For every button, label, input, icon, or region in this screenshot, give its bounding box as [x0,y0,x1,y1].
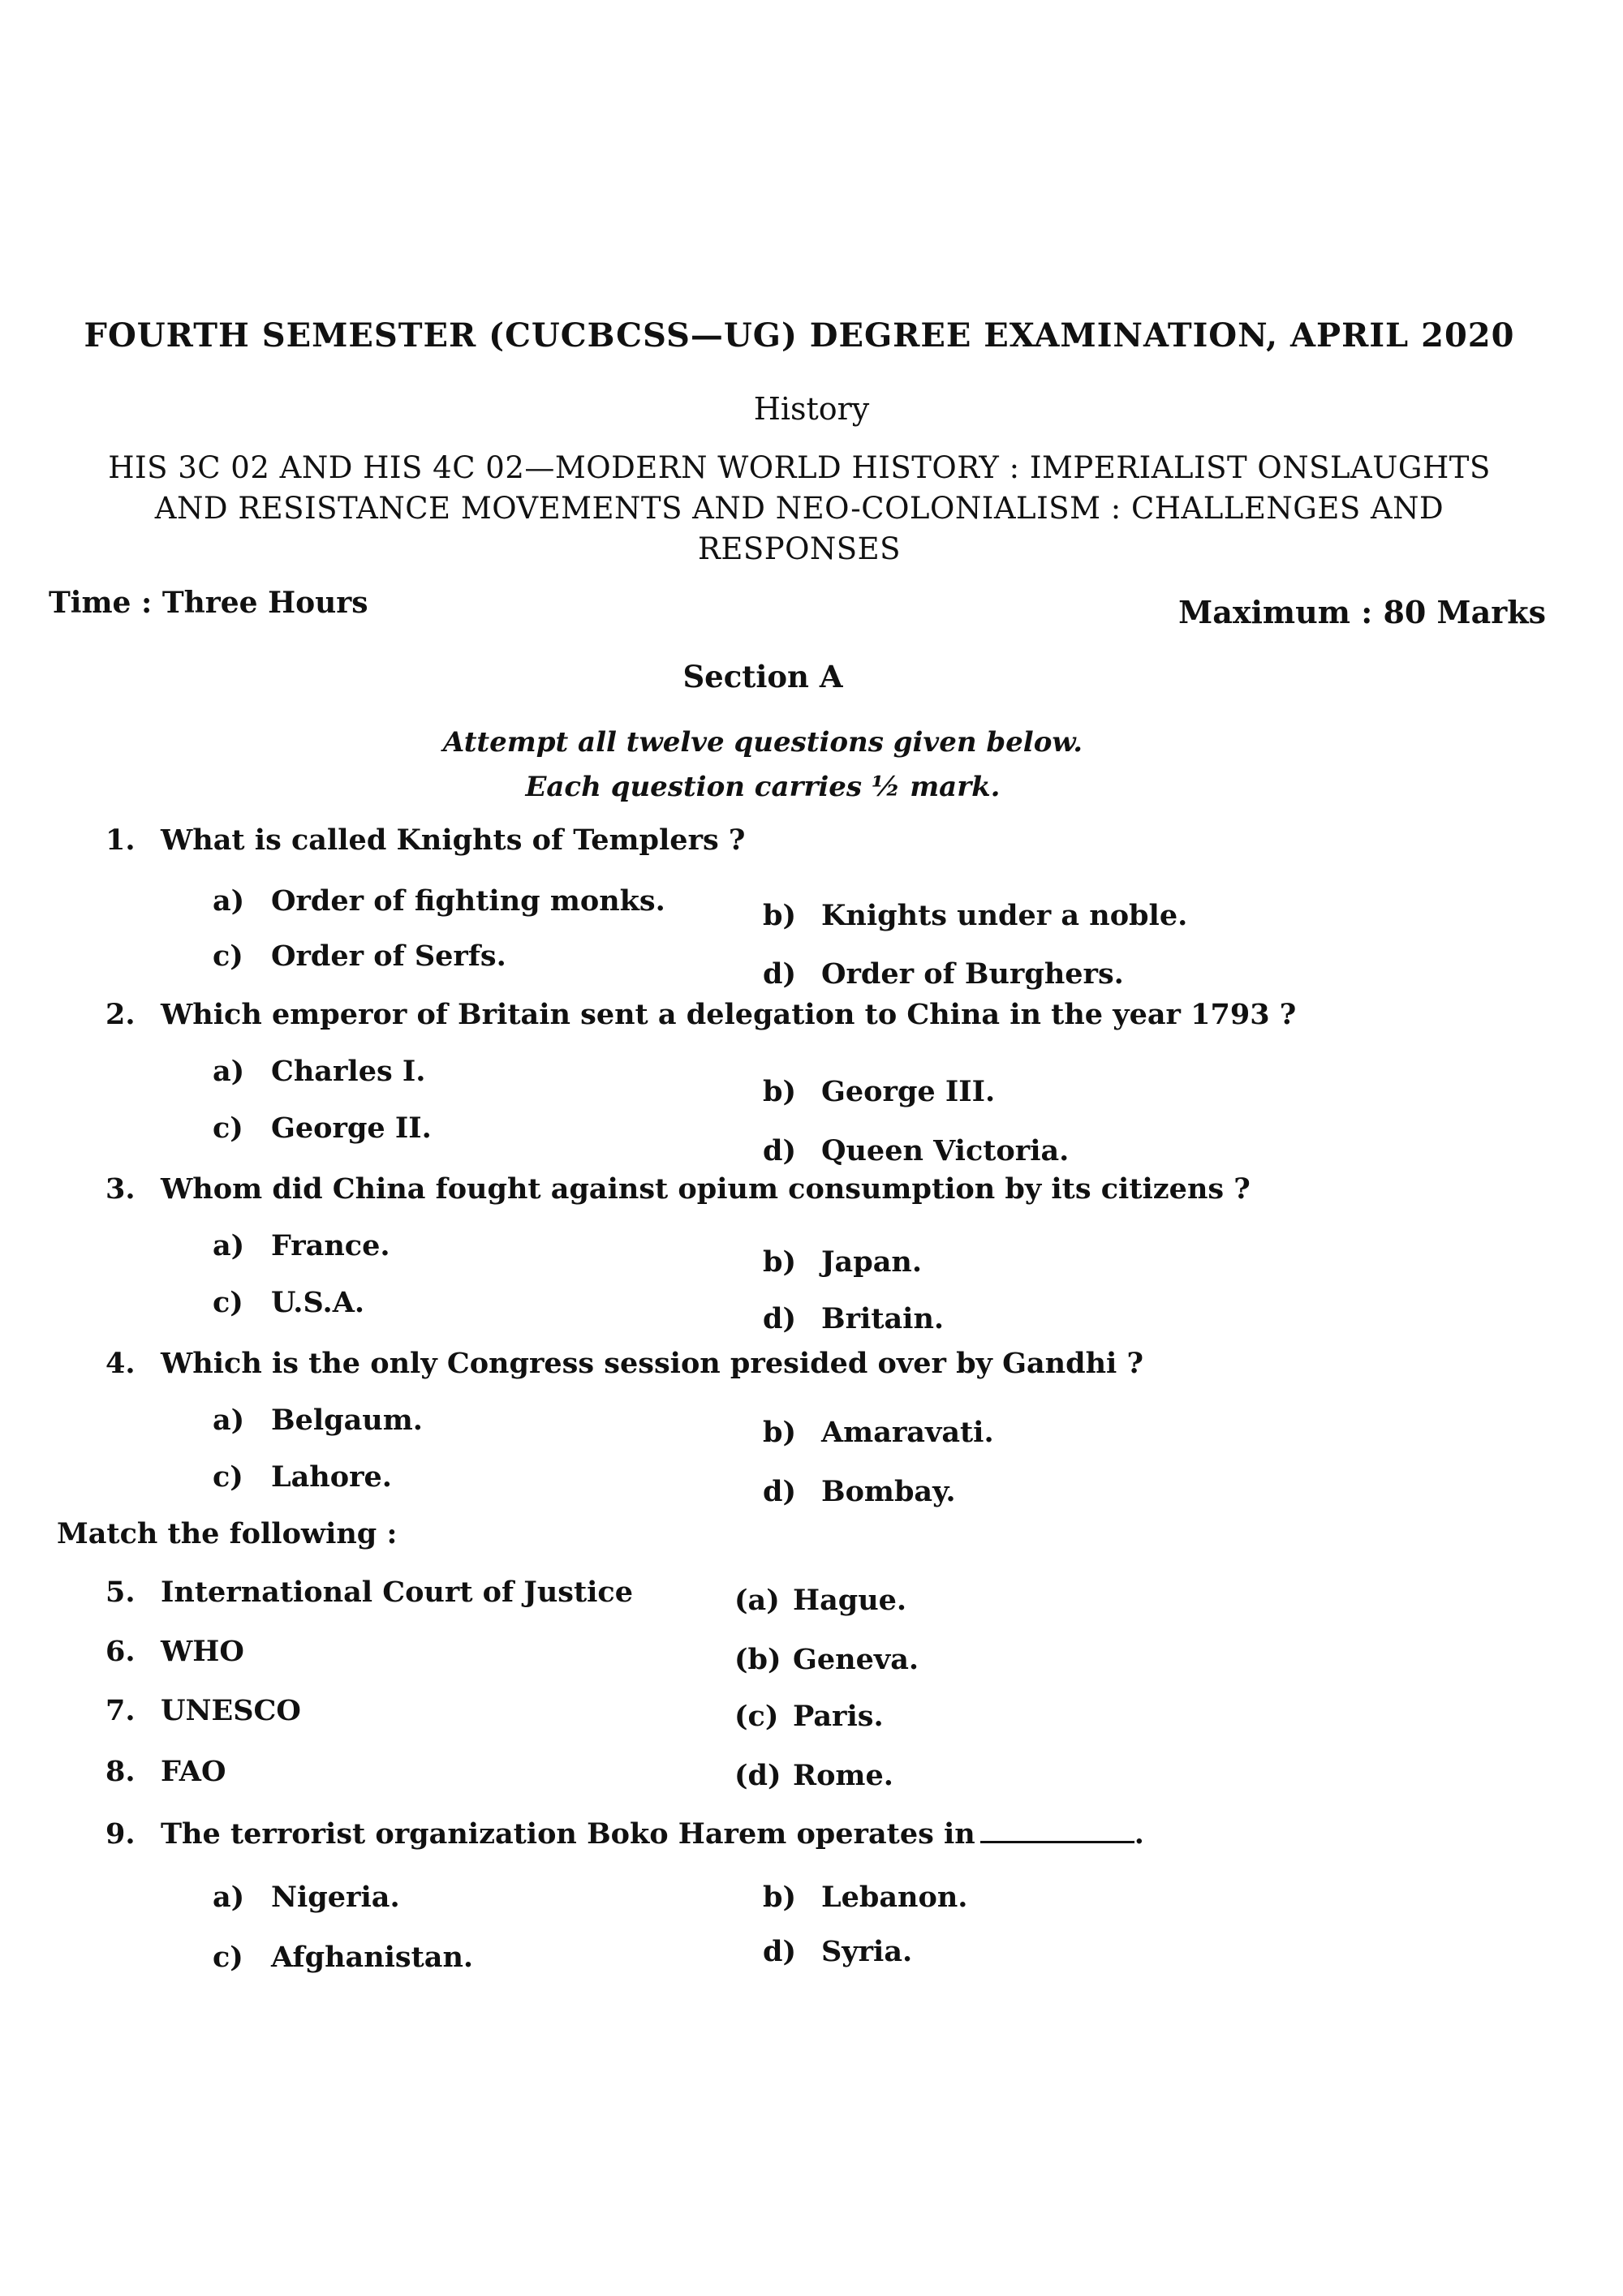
option-4c [213,1460,392,1494]
question-text: Which emperor of Britain sent a delegation to China in the year 1793 ? [161,998,1297,1031]
option-label: b) [763,1881,797,1914]
match-answer-c [734,1700,884,1733]
option-text: Order of Serfs. [271,939,506,973]
option-text: Order of fighting monks. [271,884,665,918]
option-label: a) [213,1881,245,1914]
option-3a [213,1229,390,1262]
option-label: c) [213,939,243,973]
match-right-text: Paris. [793,1700,884,1733]
option-text: U.S.A. [271,1286,365,1319]
option-4a [213,1404,423,1437]
option-label: b) [763,899,797,932]
option-1c [213,939,506,973]
option-9a [213,1881,400,1914]
match-right-text: Rome. [793,1759,893,1792]
match-answer-b [734,1643,919,1676]
option-label: c) [213,1941,243,1974]
option-2b [763,1075,995,1108]
question-number: 8. [105,1755,136,1788]
question-number: 7. [105,1694,136,1727]
option-label: a) [213,1055,245,1088]
option-3b [763,1245,922,1279]
option-3c [213,1286,364,1319]
option-text: Afghanistan. [271,1941,474,1974]
match-item-5 [105,1576,633,1609]
option-text: France. [271,1229,390,1262]
match-item-7 [105,1694,301,1727]
match-answer-d [734,1759,893,1792]
option-text: Nigeria. [271,1881,400,1914]
option-label: d) [763,1475,797,1508]
option-text: Charles I. [271,1055,426,1088]
option-text: Queen Victoria. [821,1134,1070,1167]
option-text: Lahore. [271,1460,392,1494]
question-text: Which is the only Congress session presided over by Gandhi ? [161,1347,1144,1380]
option-label: d) [763,1935,797,1968]
match-item-8 [105,1755,226,1788]
match-left-text: FAO [161,1755,226,1788]
section-heading: Section A [682,659,843,694]
option-label: b) [763,1416,797,1449]
option-label: (d) [734,1759,781,1792]
option-label: a) [213,1229,245,1262]
option-2c [213,1111,432,1145]
question-2 [105,998,1296,1031]
option-label: b) [763,1245,797,1279]
question-4 [105,1347,1143,1380]
paper-title [49,448,1550,570]
option-9c [213,1941,473,1974]
question-1 [105,823,745,857]
option-text: Britain. [821,1302,945,1335]
match-heading: Match the following : [57,1517,398,1550]
match-right-text: Geneva. [793,1643,919,1676]
option-text: Order of Burghers. [821,957,1124,991]
question-number: 5. [105,1576,136,1609]
option-text: Bombay. [821,1475,956,1508]
match-left-text: International Court of Justice [161,1576,634,1609]
option-text: George II. [271,1111,432,1145]
option-text: Lebanon. [821,1881,968,1914]
paper-title-line: RESPONSES [697,531,902,566]
instruction-line: Each question carries ½ mark. [525,771,1001,803]
question-number: 9. [105,1817,136,1851]
option-4d [763,1475,956,1508]
question-number: 4. [105,1347,136,1380]
match-right-text: Hague. [793,1584,907,1617]
question-number: 6. [105,1635,136,1668]
option-1b [763,899,1187,932]
option-2d [763,1134,1069,1167]
subject-name: History [753,391,870,427]
match-left-text: WHO [161,1635,244,1668]
option-text: Syria. [821,1935,913,1968]
question-text: The terrorist organization Boko Harem operates in [161,1817,975,1851]
option-label: d) [763,957,797,991]
question-number: 2. [105,998,136,1031]
exam-title: FOURTH SEMESTER (CUCBCSS—UG) DEGREE EXAMINATION, APRIL 2020 [84,316,1515,355]
option-3d [763,1302,944,1335]
option-text: George III. [821,1075,996,1108]
question-text: What is called Knights of Templers ? [161,823,746,857]
option-2a [213,1055,425,1088]
option-1a [213,884,665,918]
answer-blank [980,1841,1134,1843]
option-label: a) [213,1404,245,1437]
option-9d [763,1935,912,1968]
question-9 [105,1817,1144,1851]
option-text: Amaravati. [821,1416,994,1449]
option-label: d) [763,1302,797,1335]
option-1d [763,957,1124,991]
paper-title-line: AND RESISTANCE MOVEMENTS AND NEO-COLONIALISM : CHALLENGES AND [154,491,1444,526]
option-label: a) [213,884,245,918]
question-number: 3. [105,1172,136,1206]
question-text: Whom did China fought against opium consumption by its citizens ? [161,1172,1251,1206]
option-4b [763,1416,994,1449]
maximum-marks: Maximum : 80 Marks [1178,594,1546,630]
option-label: c) [213,1111,243,1145]
option-9b [763,1881,967,1914]
match-item-6 [105,1635,244,1668]
instruction-line: Attempt all twelve questions given below. [442,726,1083,759]
option-label: (b) [734,1643,781,1676]
question-number: 1. [105,823,136,857]
option-text: Knights under a noble. [821,899,1188,932]
option-label: (a) [734,1584,780,1617]
paper-title-line: HIS 3C 02 AND HIS 4C 02—MODERN WORLD HISTORY : IMPERIALIST ONSLAUGHTS [108,450,1491,485]
option-text: Belgaum. [271,1404,423,1437]
option-text: Japan. [821,1245,923,1279]
option-label: c) [213,1460,243,1494]
match-left-text: UNESCO [161,1694,301,1727]
match-answer-a [734,1584,906,1617]
question-end: . [1134,1817,1144,1851]
option-label: (c) [734,1700,779,1733]
option-label: d) [763,1134,797,1167]
question-3 [105,1172,1251,1206]
option-label: b) [763,1075,797,1108]
option-label: c) [213,1286,243,1319]
time-allowed: Time : Three Hours [49,586,368,620]
